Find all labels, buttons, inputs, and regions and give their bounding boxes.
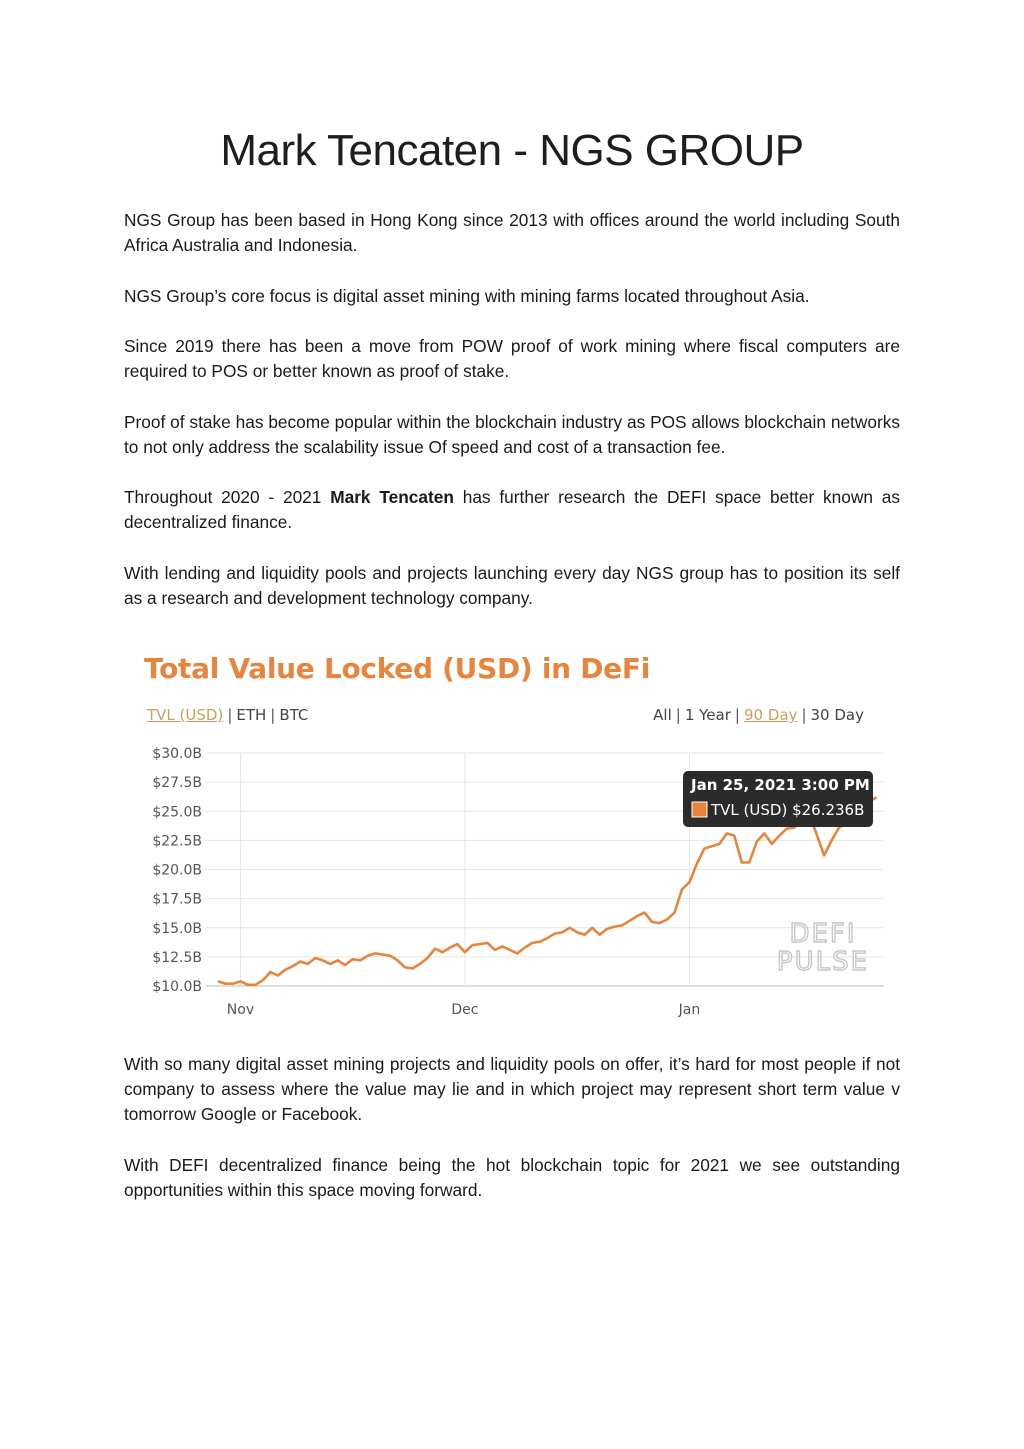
y-tick-label: $22.5B bbox=[152, 833, 202, 850]
paragraph-text: Throughout 2020 - 2021 bbox=[124, 487, 331, 508]
tooltip bbox=[683, 771, 873, 827]
tab-separator: | bbox=[801, 706, 807, 724]
tab-separator: | bbox=[734, 706, 740, 724]
paragraph: Proof of stake has become popular within the blockchain industry as POS allows blockchain networks to not only address the scalability issue Of speed and cost of a transaction fee. bbox=[124, 411, 900, 457]
tab-separator: | bbox=[675, 706, 681, 724]
tab-btc[interactable]: BTC bbox=[279, 706, 309, 724]
watermark-line-1: DEFI bbox=[789, 919, 857, 949]
paragraph: NGS Group’s core focus is digital asset mining with mining farms located throughout Asia. bbox=[124, 285, 810, 306]
x-tick-label: Dec bbox=[451, 1002, 479, 1018]
tab-separator: | bbox=[270, 706, 276, 724]
tab-all[interactable]: All bbox=[653, 706, 672, 724]
y-tick-label: $15.0B bbox=[152, 920, 202, 937]
tab-90-day[interactable]: 90 Day bbox=[743, 706, 798, 724]
paragraph: With DEFI decentralized finance being the hot blockchain topic for 2021 we see outstanding opportunities within this space moving forward. bbox=[124, 1154, 900, 1200]
paragraph: With lending and liquidity pools and projects launching every day NGS group has to position its self as a research and development technology company. bbox=[124, 562, 900, 608]
y-tick-label: $25.0B bbox=[152, 804, 202, 821]
intro-text bbox=[124, 208, 900, 636]
page-title: Mark Tencaten - NGS GROUP bbox=[220, 126, 804, 175]
paragraph-text: has further research the DEFI space better known as decentralized finance. bbox=[124, 487, 900, 533]
y-tick-label: $27.5B bbox=[152, 775, 202, 792]
y-tick-label: $10.0B bbox=[152, 979, 202, 995]
author-name: Mark Tencaten bbox=[330, 487, 454, 508]
tab-separator: | bbox=[227, 706, 233, 724]
tvl-chart bbox=[130, 640, 896, 1032]
y-axis-ticks bbox=[152, 746, 202, 995]
tooltip-date: Jan 25, 2021 3:00 PM bbox=[691, 776, 870, 794]
y-tick-label: $20.0B bbox=[152, 862, 202, 879]
tab-1-year[interactable]: 1 Year bbox=[684, 706, 731, 724]
y-tick-label: $30.0B bbox=[152, 746, 202, 762]
tooltip-swatch bbox=[692, 802, 707, 817]
tooltip-value: TVL (USD) $26.236B bbox=[711, 801, 865, 819]
x-tick-label: Jan bbox=[678, 1002, 701, 1018]
watermark-line-2: PULSE bbox=[776, 947, 870, 977]
y-tick-label: $17.5B bbox=[152, 891, 202, 908]
tab-30-day[interactable]: 30 Day bbox=[810, 706, 864, 724]
line-chart-plot bbox=[130, 640, 896, 1032]
y-tick-label: $12.5B bbox=[152, 949, 202, 966]
x-tick-label: Nov bbox=[226, 1002, 255, 1018]
paragraph: NGS Group has been based in Hong Kong since 2013 with offices around the world including South Africa Australia and Indonesia. bbox=[124, 210, 900, 256]
tab-tvl-usd[interactable]: TVL (USD) bbox=[147, 706, 224, 724]
chart-title: Total Value Locked (USD) in DeFi bbox=[144, 652, 650, 685]
tab-eth[interactable]: ETH bbox=[236, 706, 267, 724]
conclusion-text bbox=[124, 1052, 900, 1228]
watermark bbox=[777, 919, 869, 977]
paragraph bbox=[124, 485, 900, 535]
paragraph: Since 2019 there has been a move from POW proof of work mining where fiscal computers are required to POS or better known as proof of stake. bbox=[124, 335, 900, 382]
x-axis-ticks bbox=[227, 1002, 700, 1018]
paragraph: With so many digital asset mining projects and liquidity pools on offer, it’s hard for most people if not company to assess where the value may lie and in which project may represent short term value v tomorrow Google or Facebook. bbox=[124, 1054, 900, 1125]
